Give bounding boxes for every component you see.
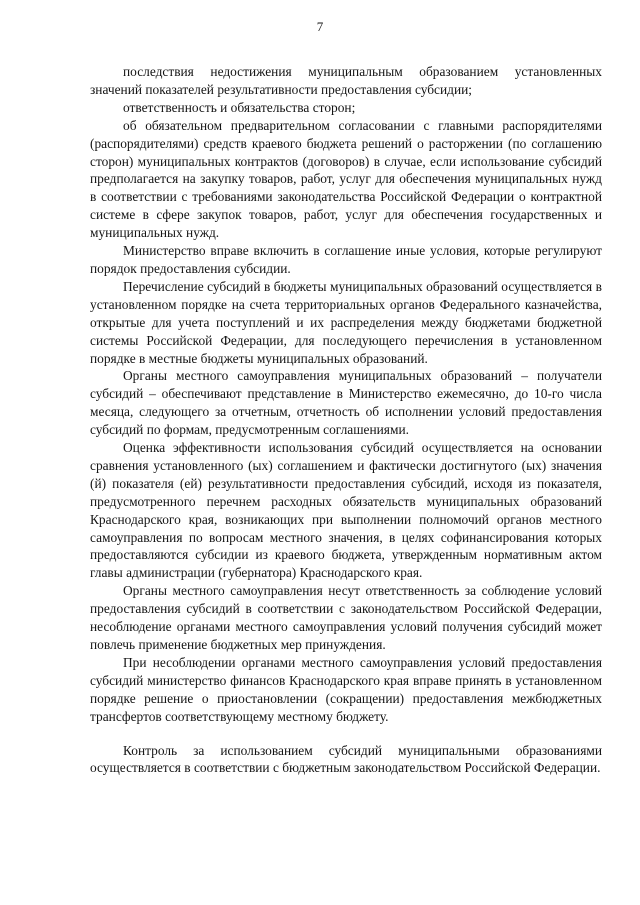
paragraph: Перечисление субсидий в бюджеты муниципальных образований осуществляется в установленном порядке на счета территориальных органов Федерального казначейства, открытые для учета поступлений и их распределения между бюджетами бюджетной системы Российской Федерации, для последующего перечисления в установленном порядке в местные бюджеты муниципальных образований. [90,278,602,366]
paragraph: ответственность и обязательства сторон; [123,99,356,115]
paragraph: последствия недостижения муниципальным образованием установленных значений показателей результативности предоставления субсидии; [90,64,602,97]
paragraph: Органы местного самоуправления несут ответственность за соблюдение условий предоставления субсидий в соответствии с законодательством Российской Федерации, несоблюдение органами местного самоуправления условий получения субсидий может повлечь применение бюджетных мер принуждения. [90,583,602,652]
paragraph: При несоблюдении органами местного самоуправления условий предоставления субсидий министерство финансов Краснодарского края вправе принять в установленном порядке решение о приостановлении (сокращении) предоставления межбюджетных трансфертов соответствующему местному бюджету. [90,654,602,724]
document-body [90,63,602,777]
page-number: 7 [316,19,324,34]
paragraph: Оценка эффективности использования субсидий осуществляется на основании сравнения установленного (ых) соглашением и фактически достигнутого (ых) значения (й) показателя (ей) результативности предоставления субсидий, исходя из показателя, предусмотренного перечнем расходных обязательств муниципальных образований Краснодарского края, возникающих при выполнении полномочий органов местного самоуправления по вопросам местного значения, в целях софинансирования которых предоставляются субсидии из краевого бюджета, утвержденным нормативным актом главы администрации (губернатора) Краснодарского края. [90,440,602,581]
paragraph: об обязательном предварительном согласовании с главными распорядителями (распорядителями) средств краевого бюджета решений о расторжении (по соглашению сторон) муниципальных контрактов (договоров) в случае, если использование субсидий предполагается на закупку товаров, работ, услуг для обеспечения муниципальных нужд в соответствии с требованиями законодательства Российской Федерации о контрактной системе в сфере закупок товаров, работ, услуг для обеспечения государственных и муниципальных нужд. [90,117,602,241]
paragraph: Органы местного самоуправления муниципальных образований – получатели субсидий – обеспечивают представление в Министерство ежемесячно, до 10-го числа месяца, следующего за отчетным, отчетность об исполнении условий предоставления субсидий по формам, предусмотренным соглашениями. [90,368,602,438]
paragraph: Контроль за использованием субсидий муниципальными образованиями осуществляется в соответствии с бюджетным законодательством Российской Федерации. [90,742,602,776]
paragraph: Министерство вправе включить в соглашение иные условия, которые регулируют порядок предоставления субсидии. [90,243,602,276]
